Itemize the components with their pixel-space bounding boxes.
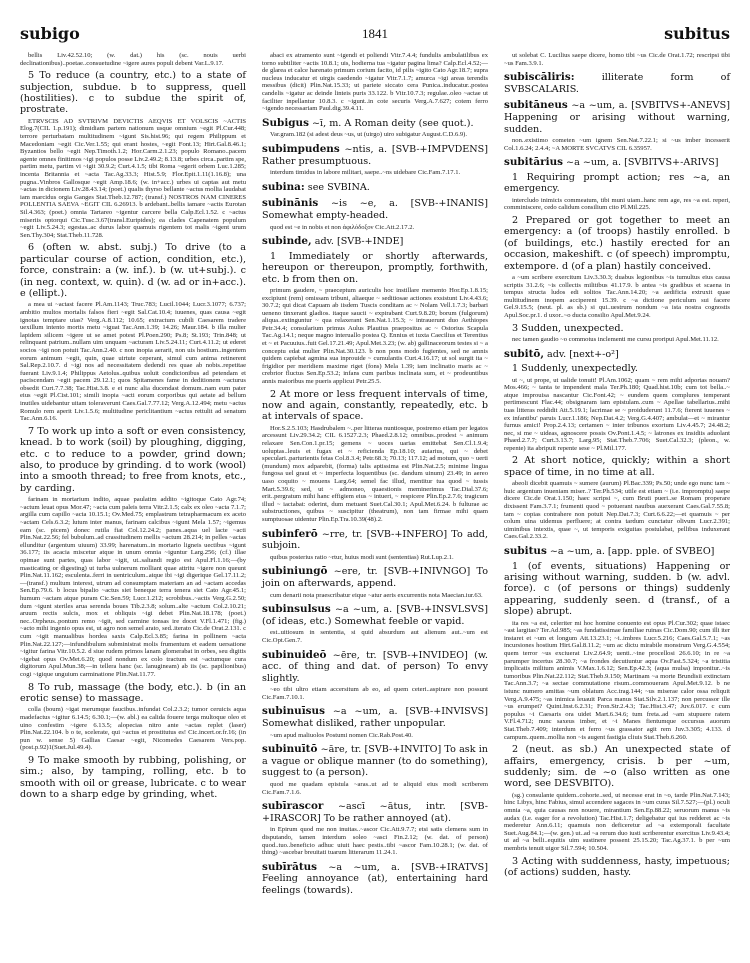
sense-definition: 8 To rub, massage (the body, etc.). b (in an erotic sense) to massage. [20,681,246,704]
dictionary-entry [504,157,730,169]
sense-definition: 7 To work up into a soft or even consistency, knead. b to work (soil) by ploughing, digging, etc. c to reduce to a powder, grind down; also, to produce by grinding. d to work (wool) into a smooth thread; to free from knots, etc., by carding. [20,425,246,494]
citation-block: quod me quadam epistula ~aras..ut ad te aliquid eius modi scriberem Cic.Fam.7.1.6. [262,781,488,796]
dictionary-entry [262,144,488,167]
entry-lemma: subīrātus [262,860,318,873]
citation-block: abeoli dicebit quamuis ~ sumere (aurum) Pl.Bac.339; Ps.50; unde ego nunc tam ~ huic argentum inueniam miser..? Ter.Ph.534; utile est etiam ~ (i.e. impromptu) saepe dicere Cic.de Orat.1.150; haec scripsi ~, cum Bruti pueri..se Romam properare dixissent Fam.3.7.1; frumenti quod ~ potuerant nauibus auexerant Caes.Gal.7.55.8; tam ~ copias contrahere non potuit Nep.Dat.7.3; Curt.6.6.22;—et quamuis ~ per colum uina uidemus perfluere; at contra tardum cunctatur olivum Lucr.2.391; uiminibus intextis, quae ~, ut temporis exiguitas postulabat, pellibus induxerant Caes.Gal.2.33.2. [504,480,730,541]
guide-word-left: subigo [20,24,80,43]
dictionary-entry [504,546,730,558]
citation-block: nec tamen gaudio ~o commotus inclementi me cursu proripui Apul.Met.11.12. [512,335,719,343]
entry-lemma: subitāneus [504,99,568,112]
citation-block: bellis Liv.42.52.10; (w. dat.) his (sc. nouis uerbi declinationibus)..poetae..consuetudine ~igere aures populi debent Var.L.9.17. [20,52,246,67]
entry-gloss: ~ntis, a. [SVB-+IMPVDENS] Rather presumptuous. [262,143,488,167]
citation-block: primum gaudere, ~ praeceptum auriculis hoc instillare memento Hor.Ep.1.8.15; excipiunt (rem) omissam tribuni, aliaeque ~ seditiosae actiones exsistunt Liv.4.43.6; 30.7.2; qui dicat Capuam ab iisdem Tuscis conditam ac ~ Nolam Vell.1.7.3; barbari ueneno tinxerant gladios. itaque saucii ~ expirabant Curt.9.8.20; borum (fulgorum) aliqua..extinguntur ~ qua relaxerant Sen.Nat.1.15.3; ~ intrauerunt duo Aethiopes Petr.34.4; consularium primus Aulus Plautius praepositus ac ~ Ostorius Scapula Tac.Ag.14.1; neque magno interuallo postea Q. Ennius et iuxta Caecilius et Terentius et ~ et Pacuuius..fuit Gel.17.21.49; Apul.Met.3.23; (w. ab) gallinaceorum testes si ~ a conceptu edat mulier Plin.Nat.30.123. b non pons modo fugientes, sed ne amnis quidem capiebat agmina sua inprouide ~ cumulantis Curt.4.16.17; ut sol surgit ita ~ frigidior per meridiem maxime riget (fons) Mela 1.39; iam inclinatio maris ac ~ crebrior fluctus Sen.Ep.53.2; infans cum paribus inclinata sum, et ~ prodeuntibus annis maioribus me pueris applicui Petr.25.5. [262,286,488,386]
entry-lemma: subitō, [504,347,544,360]
entry-gloss: ~a ~um, a. [SVBITVS+-ARIVS] [562,157,719,169]
dictionary-entry [262,566,488,589]
sense-definition: 5 To reduce (a country, etc.) to a state of subjection, subdue. b to suppress, quell (hostilities). c to subdue the spirit of, prostrate. [20,70,246,116]
dictionary-entry [262,706,488,729]
entry-gloss: ~a ~um, a. [SVB-+IRATVS] Feeling annoyance (at), entertaining hard feelings (towards). [262,861,488,896]
citation-block: quod est ~e in nobis et non ἀφιλόδοξον Cic.Att.2.17.2. [270,223,415,231]
entry-lemma: subinsulsus [262,603,331,616]
entry-gloss: ~a ~um, a. [SVBITVS+-ANEVS] Happening or arising without warning, sudden. [504,100,730,135]
guide-word-right: subitus [664,24,730,43]
entry-gloss: adv. [next+-o²] [543,348,619,360]
citation-block: farinam in mortarium indito, aquae paulatim addito ~igitoque Cato Agr.74; ~actum leuat opus Mor.47; ~acta cum paleis terra Vitr.2.1.5; calx ex oleo ~acta 7.1.7; argilla cum capillo ~acta 10.15.1; Ov.Med.75; emplastrum tetrapharmacum ex aceto ~actam Cels.6.3.2; lutum inter manus, farinam calcibus ~igunt Mela 1.57; ~igemus eam (sc. picem) donec rutila fiat Col.12.24.2; panes..aqua uel lacte ~acti Plin.Nat.22.56; fel bubulum..ad crassitudinem mellis ~actum 28.214; in pelles ~actas ellunditur (argentum uiuum) 33.99; harenatum..in mortario ligneis uectibus ~igunt 36.177; iis acacia miscetur atque in unum omnia ~iguntur Larg.256; (cf.) illae opimae sunt partes, quas labor ~igit, ut..saltandi regio est Apul.Fl.1.16;—(by masticating or digesting) ut turba uulnerum molliant quae attritu ~igere non queunt Plin.Nat.11.162; esculenta..ferri in uentriculum..atque ibi ~igi digerique Gel.17.11.2;—(transf.) multum interest, utrum ad consumptam materiam an ad ~actam accedas Sen.Ep.79.6. b locus bipalio ~actus siet beneque terra tenera siet Cato Agr.45.1; humum ~actam atque puram Cic.Sen.59; Lucr.1.212; scrobibus..~actis Verg.G.2.50; dum ~igunt steriles arua serenda boues Tib.2.3.8; solum..alte ~actum Col.2.10.21; aruum rectis sulcis, mox et obliquis ~igi debet Plin.Nat.18.178; (poet.) nec..Orpheus..pontum remo ~igit, sed carmine tonsas ire docet V.Fl.1.471; (fig.) ~acto mihi ingenio opus est, ut agro non semel arato, sed..iterato Cic.de Orat.2.131. c cum ~igit manualibus hordea saxis Calp.Ecl.3.85; farina in pollinem ~acta Plin.Nat.22.127;—infundibulum subministrat molis frumentum et eadem uersatione ~igitur farina Vitr.10.5.2. d siue rudem primos lanam glomerabat in orbes, seu digitis ~igebat opus Ov.Met.6.20; quod nondum ex colo tractum est ~actumque cura digitorum Apul.Mun.38;—in tellera hanc (sc. lanugineam) ab iis (sc. papilionibus) cogi ~igique unguium carminatione Plin.Nat.11.77. [20,496,246,678]
entry-gloss: adv. [SVB-+INDE] [311,236,404,248]
citation-block: ~um apud maliuolos Postumi nomen Cic.Rab.Post.40. [270,731,413,739]
entry-lemma: subiniungō [262,565,328,578]
dictionary-entry [262,650,488,685]
entry-lemma: subinuideō [262,648,327,661]
citation-block: Var.gram.182 (si adest deus ~us, ut (uirgo) uiro subigatur August.C.D.6.9). [270,131,468,139]
citation-block: ~eo tibi ultro etiam accersitum ab eo, ad quem ceteri..aspirare non possunt Cic.Fam.7.10.1. [262,686,488,701]
citation-block: abaci ex atramento sunt ~igendi et poliendi Vitr.7.4.4; fundulis ambulatilibus ex torno subtiliter ~actis 10.8.1; uis, hodierna tua ~igatur pagina lima? Calp.Ecl.4.52;—de glarea et calce harenato primum corium facito, id pilis ~igito Cato Agr.18.7; supra nucleus inducatur et uirgis caedendo ~igatur Vitr.7.1.7; amurca ~igi areas terendis messibus (dicit) Plin.Nat.15.33; ut pariete siccato cera Punica..inducatur..postea candelis ~igatur ac deinde linteis puris 33.122. b Vitr.10.7.3; regulae..oleo ~actae ut faciliter inpellantur 10.8.3. c ~igunt..in cote securis Verg.A.7.627; cotem ferro ~igendo necessariam Paul.dig.39.4.11. [262,52,488,113]
dictionary-entry [504,349,730,361]
citation-block: (sg.) consulante quidem..cohorte..sed, ut necesse erat in ~o, tarde Plin.Nat.7.143; hinc Libys, hinc Fabius, simul accendere sagaces in ~um curas Sil.7.527;—(pl.) oculi omnia ~a, quia causas non nouere, mirantium Sen.Ep.88.22; seruorum manus ~is audax (i.e. eager for a revolution) Tac.Hist.1.7; deligebatur qui ius redderet ac ~is mederetur Ann.6.11; quamuis non deficeretur ad ~a extemporali facultate Suet.Aug.84.1;—(w. gen.) ut..ad ~a rerum duo iusti scriberentur exercitus Liv.9.43.4; ut ad ~a belli..equitis uim sustinere possent 25.15.20; Tac.Ag.37.1. b per ~um membris tenuit uigor Sil.7.594; 10.504. [504,791,730,852]
dictionary-entry [262,744,488,779]
dictionary-entry [262,529,488,552]
page-number: 1841 [362,26,388,41]
sense-definition: 3 Sudden, unexpected. [512,322,624,334]
citation-block: in Epirum quod me non inuitas..~ascor Cic.Att.9.7.7; etsi satis clemens sum in disputando, tamen interdum soleo ~asci Fin.2.12; (w. dat. of person) quod..tuo..beneficio adhuc uiuit haec pestis..tibi ~ascor Fam.10.28.1; (w. dat. of thing) ~ascebar breuitati tuarum litterarum 11.24.1. [262,826,488,857]
sense-definition: 2 (neut. as sb.) An unexpected state of affairs, emergency, crisis. b per ~um, suddenly; sim. de ~o (also written as one word, see DESVBITO). [504,744,730,790]
entry-gloss: ~rre, tr. [SVB-+INFERO] To add, subjoin. [262,528,488,552]
citation-block: interdum timidus in labore militari, saepe..~ns uidebare Cic.Fam.7.17.1. [270,169,461,177]
citation-block: a mea ui ~actast facere Pl.Am.1143; Truc.783; Lucil.1044; Lucr.3.1077; 6.737; ambitio multos mortalis falsos fieri ~egit Sal.Cat.10.4; iuuenes, quas causa ~egit ignotas temptare uias? Verg.A.8.112; 10.65; extractum cubili Caesarem tradere uexillum intento mortis metu ~iguat Tac.Ann.1.39; 14.26; Maur.184. b illa mulier lapidem silicem ~igere ut se amet potest Pl.Poen.290; Ps.8; St.193; Trin.848; ut relinquant patrium..nullam uim unquam ~acturam Liv.5.24.11; Curt.4.11.2; ut ederet socios ~igi non potuit Tac.Ann.2.40. c non inopia aerarii, non uis hostium..ingentem eorum animum ~egit, quin, quae uirtute ceperant, simul cum anima retinerent Sal.Rep.2.10.7. d ~igi nos ad necessitatem dedendi res quae ab nobis..repetitae fuerant Liv.9.1.4; Philippus Aetolus..quibus uoluit condicionibus ad petendam et paciscendam ~egit pacem 29.12.1; quos Spitamenes fame in deditionem ~acturus obsedit Curt.7.7.38; Tac.Hist.3.8. e ei nunc alia ducendast domum..nam eum pater eius ~egit Pl.Cist.101; simili inopia ~acti eorum corporibus qui aetate ad bellum inutiles uidebantur uitam toleraverunt Caes.Gal.7.77.12; Verg.A.12.494; metu ~actus Romulo rem aperit Liv.1.5.6; multitudine periclitantium ~actus rettulit ad senatum Tac.Ann.6.16. [20,301,246,423]
citation-block: Hor.S.2.5.103; Hasdrubalem ~..per litteras nuntiosque, postremo etiam per legatos arcessunt Liv.29.34.2; CIL 6.1527.2.3; Phaed.2.8.12; omnibus..prodest ~ animum relaxare Sen.Con.1.pr.15; gemens ~ uoces uarias emittebat Sen.Cl.1.9.4; uoluptas..leuis et fugax et ~ reficienda Ep.18.10; auiarius, qui ~ debet speculari..parturientis fetas Col.8.3.4; Petr.68.3; 70.13; 117.12; ad motum, quo ~ uerti (mundum) mox adparebit, (forma) talis aptissima est Plin.Nat.2.5; minime lingua fungosa uel graui et ~ imperfecta loquentibus (sc. dandum uinum) 23.49; in aereo uaso coquito ~ mouens Larg.64; semel fac illud, mentitur tua quod ~ tussis Mart.5.39.6; sed, ut ~ admoneo, quaestionis meminerimus Tac.Dial.37.6; erit..pergratum mihi hanc effigiem eius ~ intueri, ~ respicere Plin.Ep.2.7.6; tragicum illud ~ iactabat: oderint, dum metuant Suet.Cal.30.1; Apul.Met.6.24. b fulturae ac substructiones, quibus ~ suscipitur (theatrum), non tam firmae mihi quam sumptuosae uidentur Plin.Ep.Tra.10.39(48).2. [262,424,489,523]
entry-lemma: subinuīsus [262,705,325,718]
entry-gloss: ~āre, tr. [SVB-+INVITO] To ask in a vague or oblique manner (to do something), suggest to (a person). [262,744,488,779]
entry-lemma: subinuītō [262,743,318,756]
citation-block: a ~um scribere exercitum Liv.3.30.3; duabus legionibus ~is tumultus eius causa scriptis 31.2.6; ~is collectis militibus 41.17.9. b antea ~is gradibus et scaena in tempus structa ludos edi solitos Tac.Ann.14.20; ~a aedificia extruxit quae multitudinem inopem acciperent 15.39. c ~a dictione periculum sui facere Gel.9.15.5; (neut. pl. as sb.) si qui..uestrum nondum ~a ista nostra cognostis Apul.Soc.pr.1. d uxor..~o ducta consilio Apul.Met.9.24. [504,273,730,319]
entry-lemma: subīrascor [262,800,324,813]
entry-gloss: ~ēre, tr. [SVB-+INVIDEO] (w. acc. of thing and dat. of person) To envy slightly. [262,649,488,684]
entry-gloss: illiterate form of SVBSCALARIS. [504,72,730,95]
entry-gloss: ~a ~um, a. [SVB-+INVISVS] Somewhat disliked, rather unpopular. [262,706,488,730]
column-middle [262,52,488,899]
citation-block: ut ~, ut prope, ut ualide tonuit! Pl.Am.1062; quam ~ rem mihi adportas nouam? Mos.466; ~ tanta te impendent mala Ter.Ph.180; Quad.hist.10b; cum tot bella..~ atque improuisa nascantur Cic.Font.42; ~ eundem quem complures temperant pertimescunt Flac.44; obsignaram iam epistulam..cum ~ Apellae tabellarius..mihi tuas litteras reddidit Att.5.19.1; lacrimae se ~ proiduderunt 11.7.6; fierent iuuenes ~ ex infantibu' paruis Lucr.1.186; Nep.Dat.4.2; Verg.G.4.407; ambulat—et ~ mirantur furnus amici! Prop.2.4.13; certamen ~ inter tribunos exortum Liv.4.45.7; 24.48.2; nec, si me ~ uideas, agnoscere possis Ov.Pont.1.4.5; ~ latrones ex insidiis aduolant Phaed.2.7.7; Curt.3.13.7; Larg.95; Stat.Theb.7.706; Suet.Cal.32.3; (pleon., w. repente) ita abripuit repente sese ~ Pl.Mil.177. [504,376,730,452]
citation-block: ut solebat C. Lucilius saepe dicere, homo tibi ~us Cic.de Orat.1.72; rescripsi tibi ~us Fam.3.9.1. [504,52,730,67]
sense-definition: 1 Requiring prompt action; res ~a, an emergency. [504,171,730,195]
sense-definition: 2 Prepared or got together to meet an emergency: a (of troops) hastily enrolled. b (of buildings, etc.) hastily erected for an occasion, makeshift. c (of speech) impromptu, extempore. d (of a plan) hastily conceived. [504,214,730,272]
dictionary-entry [504,72,730,95]
entry-lemma: subinde, [262,235,312,248]
sense-definition: 1 Suddenly, unexpectedly. [512,363,638,375]
entry-lemma: Subigus [262,116,309,129]
entry-lemma: subimpudens [262,142,340,155]
entry-gloss: ~a ~um, a. [SVB-+INSVLSVS] (of ideas, etc.) Somewhat feeble or vapid. [262,604,488,627]
entry-lemma: subina: [262,180,305,193]
sense-definition: 2 At more or less frequent intervals of time, now and again, constantly, repeatedly, etc. b at intervals of space. [262,388,488,423]
entry-lemma: subinferō [262,527,318,540]
dictionary-entry [262,801,488,824]
entry-gloss: ~ere, tr. [SVB-+INIVNGO] To join on afterwards, append. [262,566,488,589]
entry-gloss: ~is ~e, a. [SVB-+INANIS] Somewhat empty-headed. [262,198,488,221]
entry-lemma: subitārius [504,156,563,169]
citation-block: colla (boum) ~igat merumque faucibus..infundat Col.2.3.2; tumor ceruicis aqua madefactus ~igitur 6.14.5; 6.30.1;—(w. abl.) ea calida fouere terga multoque oleo et uino confestim ~igere 6.13.5; alopecias nitro ante ~actas replet (laser) Plin.Nat.22.104. b o te, scelerate, qui ~actus et prostitutus es! Cic.incert.or.fr.16; (in pun w. sense 5) Gallias Caesar ~egit, Nicomedes Caesarem Vers.pop.(post.p.92)1(Suet.Jul.49.4). [20,706,246,752]
dictionary-entry [262,118,488,130]
entry-lemma: subinānis [262,197,319,210]
sense-definition: 3 Acting with suddenness, hasty, impetuous; (of actions) sudden, hasty. [504,855,730,878]
citation-block: ETRVSCIS AD SVTRIVM DEVICTIS AEQVIS ET VOLSCIS ~ACTIS Elog.7(CIL 1.p.191); dimidiam partem nationum usque omnium ~egit Pl.Cur.448; terrore perturbatam multitudinem ~igunt Sis.hist.96; qui regem Philippum et Macedoniam ~egit Cic.Ver.1.55; qui erant hostes, ~egit Font.13; Hirt.Gal.8.46.1; Byzantios bello ~egit Nep.Timoth.1.2; Hor.Carm.2.1.23; populo Romano..pacem agente omnes finitimos ~igi populos posse Liv.2.49.2; 8.13.8; urbes circa..partim spe, partim metu, partim vi ~igit 30.9.2; Curt.4.1.5; tibi Roma ~egerit orbem Luc.1.285; incenta Britannia et ~acta Tac.Ag.33.3; Hist.5.9; Flor.Epit.1.11(1.16.8); una pugna..Vinbros Gallosque ~egit Amp.18.6; (w. in+acc.) urbes ui captas aut metu ~actas in dicionem Liv.28.43.14; (poet.) qualis thyrso bellante ~actus mollia laudabat iam marcidus orgia Ganges Stat.Theb.12.787; (transf.) NOSTROS NAM CINERES POLLENTIA SAEVA ~EGIT CIL 6.26913. b ardebant..bellis iamare ~actis Eurotan Sil.4.363; (poet.) omnia Tartareo ~igentur carcere bella Calp.Ecl.1.52. c ~actus miseriis optorqui Cic.Tusc.3.67(transl.Euripides); ea clades Capenatem populum ~egit Liv.5.24.3; egestas..ac durus labor quamuis rigentem tot malis ~igent urum Sen.Thy.304; Stat.Theb.11.728. [20,117,246,239]
citation-block: quibus posterius ratio ~rtur, huius modi sunt (sententias) Rut.Lup.2.1. [270,553,454,561]
citation-block: intercludo inimicis commeatum, tibi muni uiam..hanc rem age, res ~a est. reperi, comminiscere, cedo calidum consilium cito Pl.Mil.225. [504,196,730,212]
column-right [504,52,730,880]
dictionary-entry [262,182,488,194]
page-header [20,24,730,46]
dictionary-entry [262,862,488,897]
dictionary-entry [262,604,488,627]
entry-gloss: ~ī, m. A Roman deity (see quot.). [308,117,474,129]
sense-definition: 9 To make smooth by rubbing, polishing, or sim.; also, by tamping, rolling, etc. b to smooth with oil or grease, lubricate. c to wear down to a sharp edge by grinding, whet. [20,754,246,801]
citation-block: non..existimo cometen ~um ignem Sen.Nat.7.22.1; si ~us imber incesserit Col.1.6.24; 2.4.4; ~A MORTE SVCATVS CIL 6.35957. [504,137,730,152]
sense-definition: 1 (of events, situations) Happening or arising without warning, sudden. b (w. advl. force). c (of persons or things) suddenly appearing, suddenly seen. d (transf., of a slope) abrupt. [504,560,730,618]
entry-gloss: see SVBINA. [304,181,370,193]
dictionary-entry [262,198,488,221]
dictionary-entry [262,236,488,248]
sense-definition: 1 Immediately or shortly afterwards, hereupon or thereupon, promptly, forthwith, etc. b from then on. [262,250,488,285]
entry-lemma: subitus [504,545,547,558]
column-left [20,52,246,803]
entry-gloss: ~ascī ~ātus, intr. [SVB-+IRASCOR] To be rather annoyed (at). [262,801,488,824]
citation-block: cum denarii nota praescribatur eique ~atur aeris excurrentis nota Maecian.iur.63. [270,591,483,599]
citation-block: ita res ~a est, celeriter mi hoc homine conuento est opus Pl.Cur.302; quae istaec ~ast largitas? Ter.Ad.985; ~as fundatissimae familiae ruinas Cic.Dom.90; cum illi iter instaret et ~um et longum Att.13.23.1; ~i..imbres Lucr.5.216; Caes.Gal.5.7.1; ~as incursiones hostium Hirt.Gal.8.11.2; ~um ac dictu mirabile monstrum Verg.G.4.554; quem terror ~us exciuerat Liv.2.64.9; uenti..~ine procellosi 26.6.10; in re ~a parumper incertus 28.30.7; ~a frondes decutiuntur aqua Ov.Fast.5.324; ~a tristitia implicatis militum animis V.Max.1.6.12; Sen.Ep.42.3; (aqua mulsa) imponitur..~is tumoribus Plin.Nat.22.112; Stat.Theb.9.150; Martinam ~a morte Brundisii extinctam Tac.Ann.3.7; ~a sectae commutatione risum..commoueram Apul.Met.9.12. b ne istunc numero amittas ~um oblatum Acc.trag.144; ~us miserae calor ossa reliquit Verg.A.9.475; ~as inimica leuauit Parca manus Stat.Silv.2.1.137; non percussor ille ~us erumpet? Quint.Inst.6.2.31; Fron.Str.2.4.3; Tac.Hist.3.47; Juv.6.017. c cum populus ~i Caesaris ora uidet Mart.6.34.6; tum freta..ad ~am stupuere ratem V.Fl.4.712; nunc saxeus imber, et ~i Manes fientumque occursus auorum Stat.Theb.7.409; interdum et ferro ~us grassator agit rem Juv.3.305; 4.133. d campum..quem..mollia non ~is augent fastigia cliuis Stat.Theb.6.260. [504,619,730,741]
entry-lemma: subiscāliris: [504,71,575,84]
sense-definition: 2 At short notice, quickly; within a short space of time, in no time at all. [504,455,730,478]
citation-block: est..uitiosum in sententia, si quid absurdum aut alienum aut..~um est Cic.Opt.Gen.7. [262,629,488,644]
entry-gloss: ~a ~um, a. [app. pple. of SVBEO] [546,546,715,558]
sense-definition: 6 (often w. abst. subj.) To drive (to a particular course of action, condition, etc.), force, constrain: a (w. inf.). b (w. ut+subj.). c (in neg. context, w. quin). d (w. ad or in+acc.). e (ellipt.). [20,242,246,299]
dictionary-entry [504,100,730,135]
